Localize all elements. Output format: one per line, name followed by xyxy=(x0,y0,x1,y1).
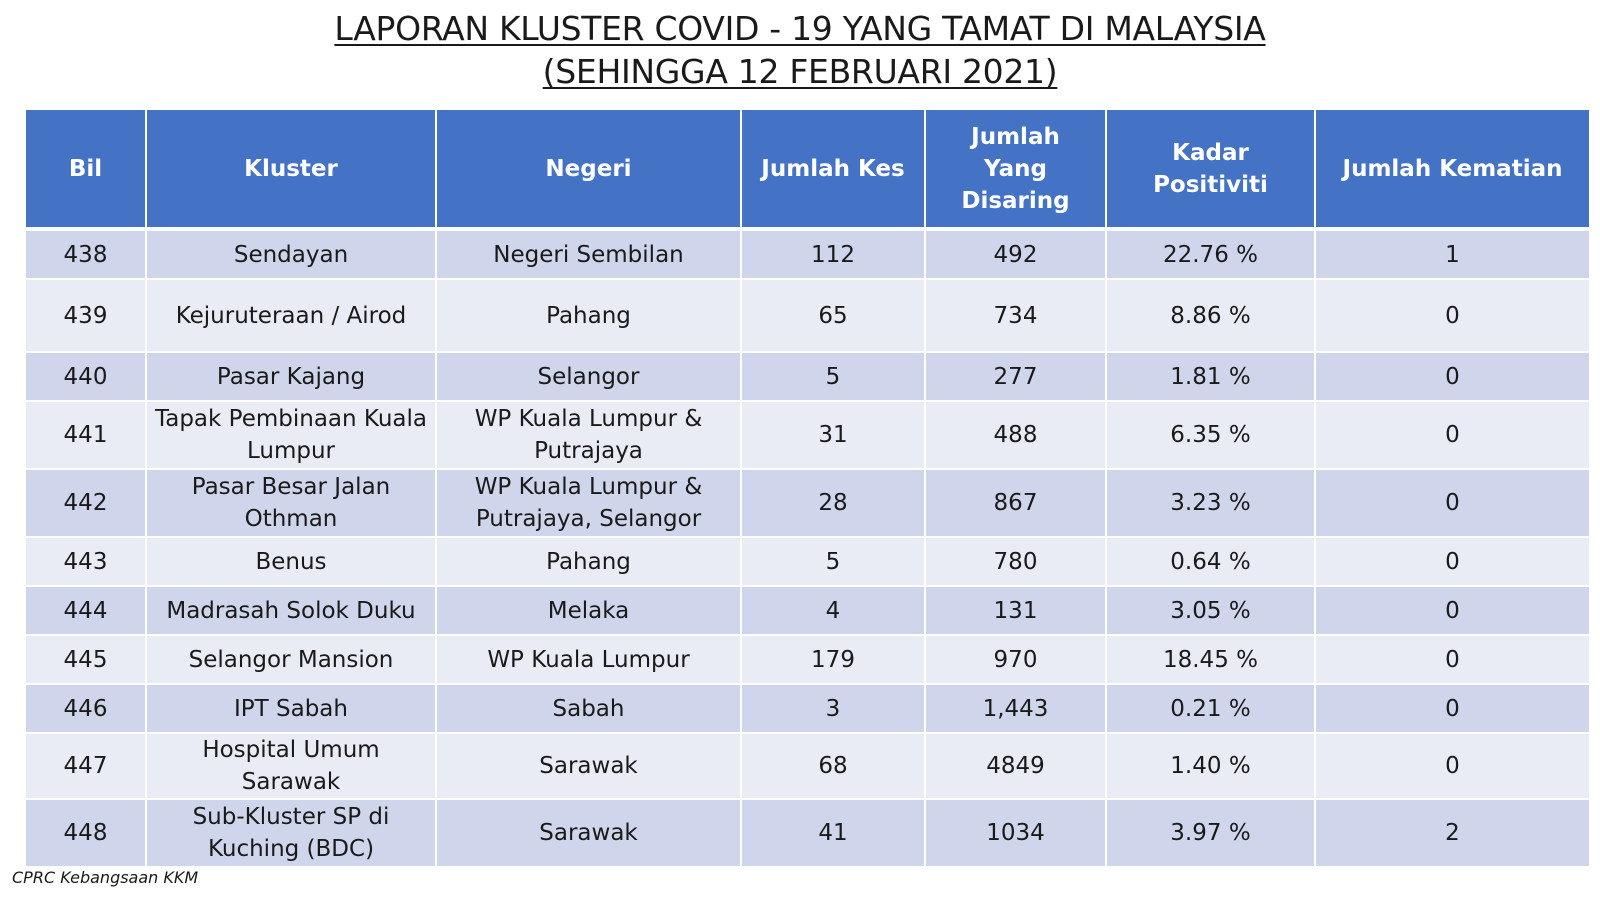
cell-kluster: IPT Sabah xyxy=(146,684,436,733)
cell-kadar-positiviti: 0.21 % xyxy=(1106,684,1315,733)
cell-bil: 442 xyxy=(25,469,146,537)
header-row xyxy=(25,109,1590,229)
cell-bil: 448 xyxy=(25,799,146,867)
cell-jumlah-kes: 65 xyxy=(741,279,925,352)
cell-jumlah-kes: 31 xyxy=(741,401,925,469)
cell-kluster: Benus xyxy=(146,537,436,586)
table-row xyxy=(25,733,1590,799)
cluster-table xyxy=(24,108,1591,868)
cell-jumlah-disaring: 1034 xyxy=(925,799,1106,867)
report-title-line1: LAPORAN KLUSTER COVID - 19 YANG TAMAT DI MALAYSIA xyxy=(334,9,1266,48)
header-bil: Bil xyxy=(25,109,146,229)
cell-jumlah-kematian: 0 xyxy=(1315,401,1590,469)
report-title xyxy=(0,8,1600,50)
cell-kluster: Hospital Umum Sarawak xyxy=(146,733,436,799)
cell-bil: 447 xyxy=(25,733,146,799)
cell-negeri: Sabah xyxy=(436,684,741,733)
cell-jumlah-disaring: 277 xyxy=(925,352,1106,401)
cell-kluster: Pasar Besar Jalan Othman xyxy=(146,469,436,537)
table-row xyxy=(25,586,1590,635)
cell-jumlah-disaring: 970 xyxy=(925,635,1106,684)
cell-kluster: Tapak Pembinaan Kuala Lumpur xyxy=(146,401,436,469)
cell-jumlah-kes: 112 xyxy=(741,229,925,279)
header-kadar-positiviti: Kadar Positiviti xyxy=(1106,109,1315,229)
cell-bil: 440 xyxy=(25,352,146,401)
table-row xyxy=(25,635,1590,684)
cell-bil: 444 xyxy=(25,586,146,635)
report-title-line2: (SEHINGGA 12 FEBRUARI 2021) xyxy=(542,52,1058,91)
cell-bil: 443 xyxy=(25,537,146,586)
cell-jumlah-kematian: 0 xyxy=(1315,635,1590,684)
header-jumlah-kes: Jumlah Kes xyxy=(741,109,925,229)
table-row xyxy=(25,537,1590,586)
table-header xyxy=(25,109,1590,229)
cell-jumlah-disaring: 488 xyxy=(925,401,1106,469)
cell-negeri: WP Kuala Lumpur & Putrajaya xyxy=(436,401,741,469)
cell-bil: 441 xyxy=(25,401,146,469)
cell-jumlah-disaring: 4849 xyxy=(925,733,1106,799)
cell-kadar-positiviti: 8.86 % xyxy=(1106,279,1315,352)
cell-bil: 438 xyxy=(25,229,146,279)
table-row xyxy=(25,352,1590,401)
cell-negeri: Melaka xyxy=(436,586,741,635)
cell-negeri: Pahang xyxy=(436,279,741,352)
table-row xyxy=(25,469,1590,537)
cell-bil: 446 xyxy=(25,684,146,733)
cell-jumlah-kes: 3 xyxy=(741,684,925,733)
header-kluster: Kluster xyxy=(146,109,436,229)
table-row xyxy=(25,229,1590,279)
cell-jumlah-kes: 68 xyxy=(741,733,925,799)
cell-kluster: Madrasah Solok Duku xyxy=(146,586,436,635)
cell-jumlah-disaring: 734 xyxy=(925,279,1106,352)
cell-jumlah-kes: 41 xyxy=(741,799,925,867)
cell-kluster: Kejuruteraan / Airod xyxy=(146,279,436,352)
cell-jumlah-kes: 28 xyxy=(741,469,925,537)
cell-kadar-positiviti: 22.76 % xyxy=(1106,229,1315,279)
cell-jumlah-kematian: 1 xyxy=(1315,229,1590,279)
cell-kadar-positiviti: 1.81 % xyxy=(1106,352,1315,401)
cell-kadar-positiviti: 3.97 % xyxy=(1106,799,1315,867)
cell-jumlah-kematian: 0 xyxy=(1315,469,1590,537)
cell-kadar-positiviti: 0.64 % xyxy=(1106,537,1315,586)
cell-jumlah-kematian: 0 xyxy=(1315,586,1590,635)
cell-jumlah-kematian: 0 xyxy=(1315,537,1590,586)
table-row xyxy=(25,279,1590,352)
header-jumlah-kematian: Jumlah Kematian xyxy=(1315,109,1590,229)
cell-negeri: Sarawak xyxy=(436,733,741,799)
cell-kluster: Selangor Mansion xyxy=(146,635,436,684)
cell-jumlah-kematian: 0 xyxy=(1315,733,1590,799)
header-negeri: Negeri xyxy=(436,109,741,229)
cell-kadar-positiviti: 1.40 % xyxy=(1106,733,1315,799)
cell-jumlah-kematian: 0 xyxy=(1315,684,1590,733)
cell-kluster: Sendayan xyxy=(146,229,436,279)
cell-negeri: WP Kuala Lumpur xyxy=(436,635,741,684)
cell-kadar-positiviti: 3.05 % xyxy=(1106,586,1315,635)
cell-jumlah-kematian: 0 xyxy=(1315,352,1590,401)
cell-jumlah-disaring: 131 xyxy=(925,586,1106,635)
header-jumlah-disaring: Jumlah Yang Disaring xyxy=(925,109,1106,229)
cell-bil: 445 xyxy=(25,635,146,684)
cell-negeri: Pahang xyxy=(436,537,741,586)
cell-jumlah-kes: 5 xyxy=(741,352,925,401)
cell-kadar-positiviti: 18.45 % xyxy=(1106,635,1315,684)
table-body xyxy=(25,229,1590,867)
cell-negeri: Negeri Sembilan xyxy=(436,229,741,279)
table-row xyxy=(25,684,1590,733)
cell-jumlah-disaring: 492 xyxy=(925,229,1106,279)
cell-jumlah-kematian: 2 xyxy=(1315,799,1590,867)
cell-jumlah-disaring: 1,443 xyxy=(925,684,1106,733)
table-row xyxy=(25,799,1590,867)
cell-jumlah-kes: 179 xyxy=(741,635,925,684)
cell-kadar-positiviti: 3.23 % xyxy=(1106,469,1315,537)
cell-negeri: Selangor xyxy=(436,352,741,401)
cell-jumlah-disaring: 867 xyxy=(925,469,1106,537)
source-footnote: CPRC Kebangsaan KKM xyxy=(12,868,199,887)
cell-jumlah-kematian: 0 xyxy=(1315,279,1590,352)
cell-kluster: Sub-Kluster SP di Kuching (BDC) xyxy=(146,799,436,867)
table-row xyxy=(25,401,1590,469)
cell-negeri: WP Kuala Lumpur & Putrajaya, Selangor xyxy=(436,469,741,537)
cell-negeri: Sarawak xyxy=(436,799,741,867)
cell-jumlah-kes: 4 xyxy=(741,586,925,635)
cell-bil: 439 xyxy=(25,279,146,352)
cell-jumlah-kes: 5 xyxy=(741,537,925,586)
cell-jumlah-disaring: 780 xyxy=(925,537,1106,586)
cell-kadar-positiviti: 6.35 % xyxy=(1106,401,1315,469)
cell-kluster: Pasar Kajang xyxy=(146,352,436,401)
report-subtitle xyxy=(0,51,1600,93)
